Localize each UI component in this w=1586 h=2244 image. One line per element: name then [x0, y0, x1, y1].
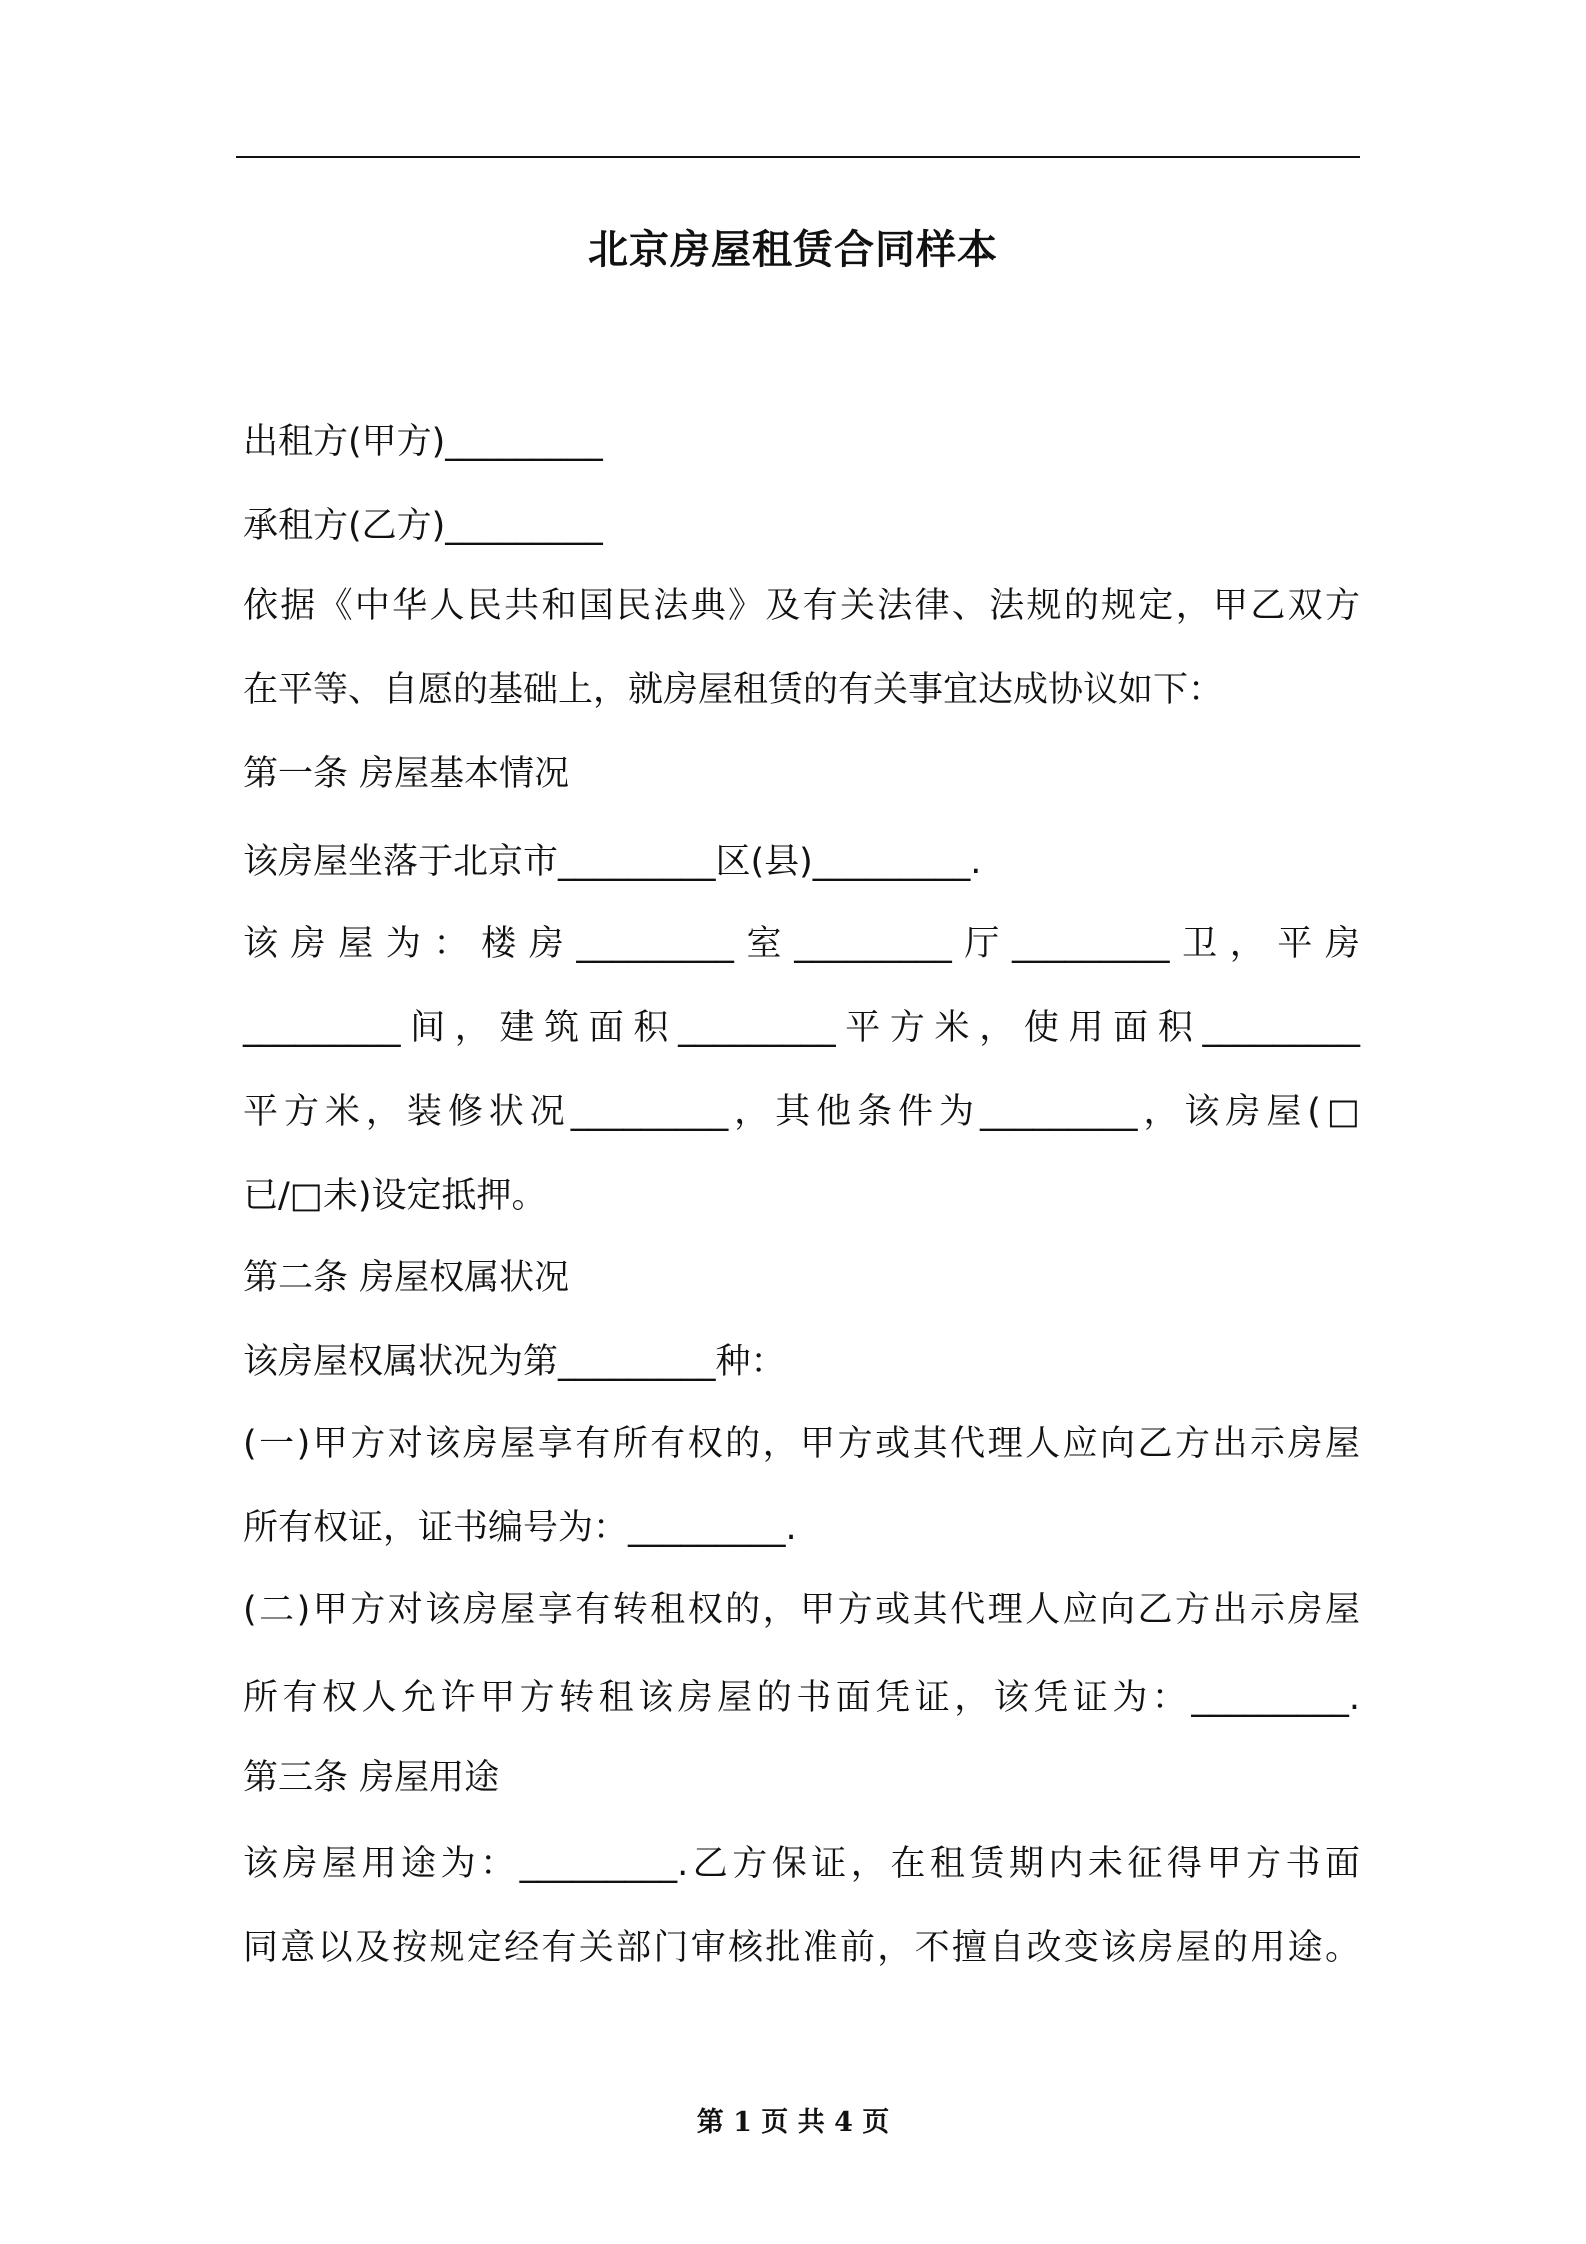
article-1-line-3: _________间，建筑面积_________平方米，使用面积_________: [243, 1008, 1360, 1048]
article-2-line-3: 所有权证，证书编号为：_________.: [243, 1508, 797, 1548]
article-1-line-2: 该房屋为：楼房_________室_________厅_________卫，平房: [243, 924, 1360, 964]
article-2-line-4: (二)甲方对该房屋享有转租权的，甲方或其代理人应向乙方出示房屋: [243, 1590, 1360, 1630]
document-title: 北京房屋租赁合同样本: [588, 227, 998, 273]
article-2-line-1: 该房屋权属状况为第_________种：: [243, 1342, 786, 1382]
article-1-line-1: 该房屋坐落于北京市_________区(县)_________.: [243, 842, 982, 882]
preamble-line-1: 依据《中华人民共和国民法典》及有关法律、法规的规定，甲乙双方: [243, 586, 1360, 626]
article-3-line-1: 该房屋用途为：_________.乙方保证，在租赁期内未征得甲方书面: [243, 1844, 1360, 1884]
article-3-line-2: 同意以及按规定经有关部门审核批准前，不擅自改变该房屋的用途。: [243, 1928, 1360, 1968]
article-1-line-5: 已/□未)设定抵押。: [243, 1176, 547, 1216]
article-2-heading: 第二条 房屋权属状况: [243, 1258, 570, 1298]
party-a-line: 出租方(甲方)_________: [243, 422, 603, 462]
article-3-heading: 第三条 房屋用途: [243, 1758, 500, 1798]
header-rule: [236, 156, 1360, 158]
article-1-heading: 第一条 房屋基本情况: [243, 754, 570, 794]
article-1-line-4: 平方米，装修状况_________，其他条件为_________，该房屋(□: [243, 1092, 1360, 1132]
article-2-line-5: 所有权人允许甲方转租该房屋的书面凭证，该凭证为：_________.: [243, 1678, 1360, 1718]
preamble-line-2: 在平等、自愿的基础上，就房屋租赁的有关事宜达成协议如下：: [243, 670, 1224, 710]
article-2-line-2: (一)甲方对该房屋享有所有权的，甲方或其代理人应向乙方出示房屋: [243, 1424, 1360, 1464]
page-number: 第 1 页 共 4 页: [696, 2107, 890, 2138]
party-b-line: 承租方(乙方)_________: [243, 506, 603, 546]
